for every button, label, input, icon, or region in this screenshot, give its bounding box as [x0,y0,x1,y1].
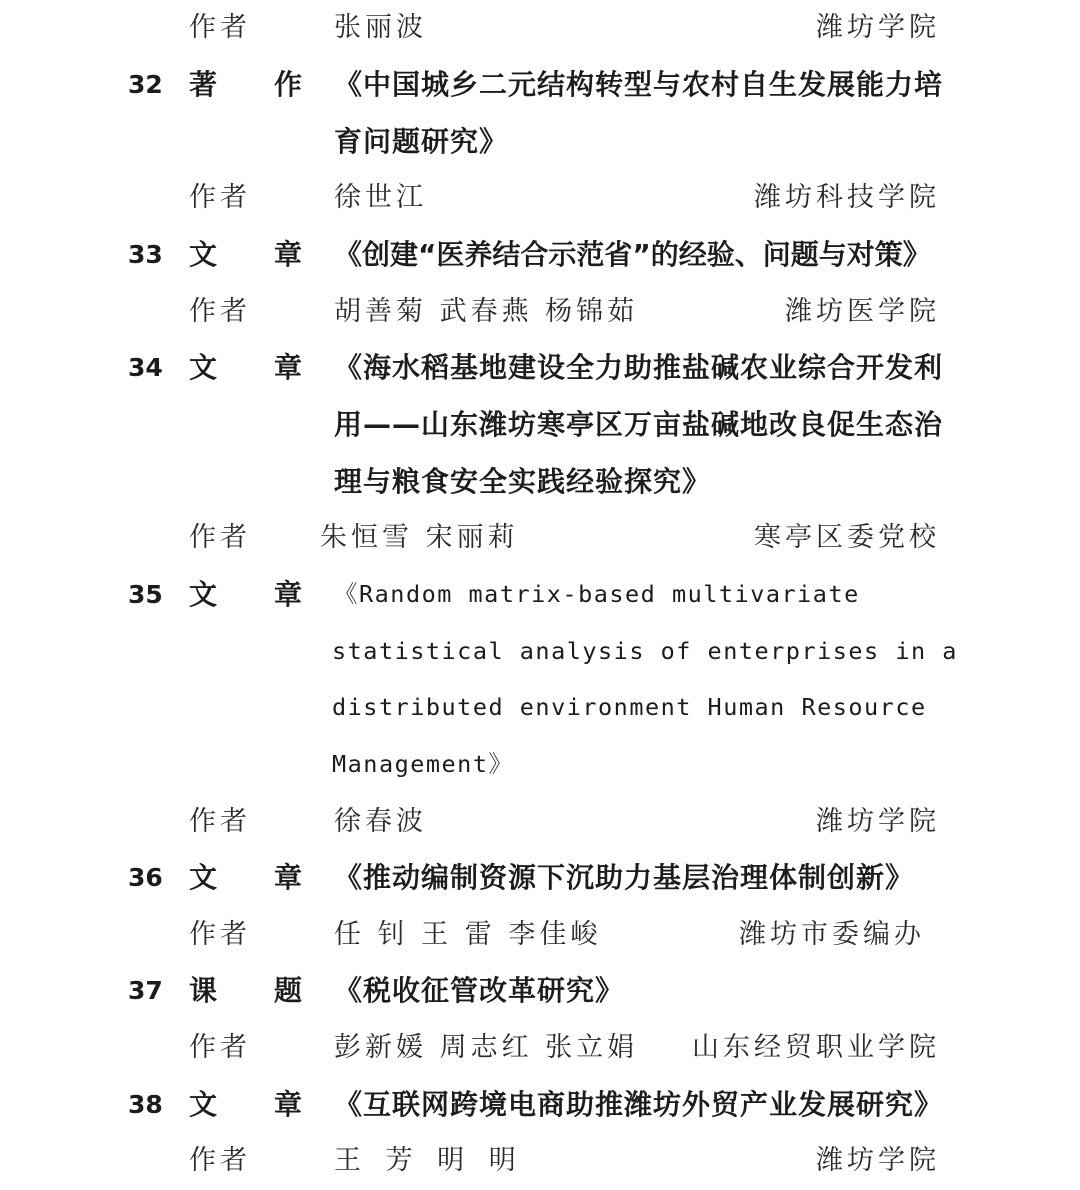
entry-title-line: statistical analysis of enterprises in a [332,637,958,665]
author-institution: 山东经贸职业学院 [692,1032,940,1063]
entry-type-left: 课 [189,974,218,1007]
author-institution: 潍坊学院 [816,1145,940,1176]
author-institution: 潍坊科技学院 [754,182,940,213]
author-label: 作者 [189,12,251,43]
entry-title-line: 《推动编制资源下沉助力基层治理体制创新》 [334,861,915,894]
author-label: 作者 [189,919,251,950]
entry-title-line: 育问题研究》 [334,125,509,158]
author-label: 作者 [189,182,251,213]
entry-title-line: 《税收征管改革研究》 [334,974,625,1007]
entry-type-right: 章 [274,351,303,384]
author-label: 作者 [189,1145,251,1176]
entry-number: 37 [128,976,163,1005]
entry-title-line: 《海水稻基地建设全力助推盐碱农业综合开发利 [334,351,944,384]
entry-type-right: 章 [274,861,303,894]
entry-title-line: 《Random matrix-based multivariate [334,580,860,608]
entry-title-line: 《互联网跨境电商助推潍坊外贸产业发展研究》 [334,1088,944,1121]
author-names: 任 钊 王 雷 李佳峻 [334,919,602,950]
author-institution: 潍坊市委编办 [739,919,925,950]
entry-type-left: 文 [189,861,218,894]
entry-type-left: 著 [189,68,218,101]
entry-type-right: 作 [274,68,303,101]
entry-type-right: 章 [274,1088,303,1121]
author-names: 胡善菊 武春燕 杨锦茹 [334,296,639,327]
entry-type-left: 文 [189,578,218,611]
author-label: 作者 [189,806,251,837]
entry-type-right: 章 [274,238,303,271]
entry-type-right: 题 [274,974,303,1007]
author-label: 作者 [189,522,251,553]
entry-type-left: 文 [189,351,218,384]
entry-number: 38 [128,1090,163,1119]
author-names: 徐世江 [334,182,427,213]
author-institution: 潍坊学院 [816,12,940,43]
entry-title-line: 《中国城乡二元结构转型与农村自生发展能力培 [334,68,944,101]
entry-number: 35 [128,580,163,609]
author-label: 作者 [189,296,251,327]
entry-title-line: Management》 [332,750,514,778]
author-names: 徐春波 [334,806,427,837]
entry-number: 33 [128,240,163,269]
entry-number: 36 [128,863,163,892]
author-names: 彭新媛 周志红 张立娟 [334,1032,639,1063]
author-institution: 潍坊学院 [816,806,940,837]
entry-number: 34 [128,353,163,382]
entry-title-line: distributed environment Human Resource [332,693,927,721]
entry-number: 32 [128,70,163,99]
entry-title-line: 理与粮食安全实践经验探究》 [334,465,712,498]
author-names: 张丽波 [334,12,427,43]
author-names: 王 芳 明 明 [334,1145,524,1176]
entry-type-right: 章 [274,578,303,611]
author-label: 作者 [189,1032,251,1063]
entry-title-line: 《创建“医养结合示范省”的经验、问题与对策》 [334,238,931,271]
entry-type-left: 文 [189,1088,218,1121]
author-names: 朱恒雪 宋丽莉 [320,522,519,553]
author-institution: 寒亭区委党校 [754,522,940,553]
author-institution: 潍坊医学院 [785,296,940,327]
entry-title-line: 用——山东潍坊寒亭区万亩盐碱地改良促生态治 [334,408,944,441]
entry-type-left: 文 [189,238,218,271]
